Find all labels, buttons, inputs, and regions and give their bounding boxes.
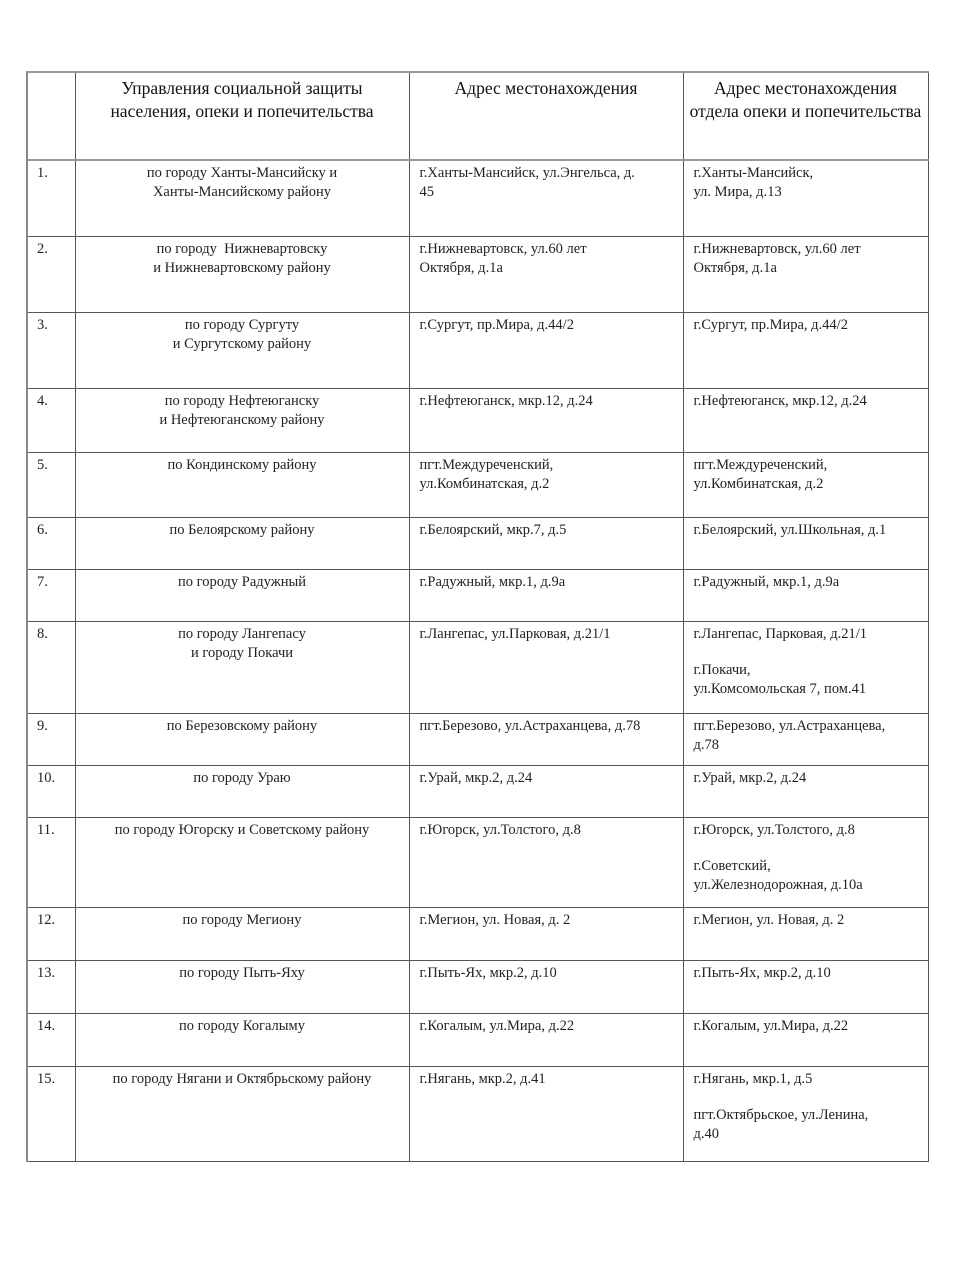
guardianship-address-line: Октября, д.1а (693, 259, 777, 276)
table-row (27, 713, 928, 765)
table-row (27, 388, 928, 452)
department-name-line: по городу Когалыму (179, 1017, 305, 1034)
department-name (75, 907, 409, 960)
department-name-line: по городу Ханты-Мансийску и (146, 165, 338, 181)
guardianship-address (683, 1013, 928, 1066)
office-address (409, 765, 683, 817)
office-address (409, 817, 683, 907)
row-number-text: 15. (37, 1070, 56, 1087)
department-name-line: по городу Югорску и Советскому району (114, 821, 370, 838)
row-number (27, 713, 75, 765)
department-name-line: Ханты-Мансийскому району (152, 184, 332, 200)
office-address (409, 517, 683, 569)
department-name-line: и городу Покачи (190, 644, 293, 661)
row-number (27, 621, 75, 713)
row-number (27, 1013, 75, 1066)
office-address-line: Октября, д.1а (419, 259, 503, 276)
guardianship-address-line: г.Урай, мкр.2, д.24 (693, 769, 807, 786)
office-address (409, 960, 683, 1013)
department-name-line: по городу Пыть-Яху (179, 964, 305, 981)
department-name (75, 452, 409, 517)
guardianship-address (683, 388, 928, 452)
office-address-line: г.Нижневартовск, ул.60 лет (419, 240, 587, 257)
paragraph-gap (694, 644, 922, 661)
table-row (27, 621, 928, 713)
office-address (409, 1013, 683, 1066)
office-address-line: г.Лангепас, ул.Парковая, д.21/1 (419, 625, 611, 642)
row-number-text: 6. (37, 521, 48, 538)
guardianship-address-line: г.Покачи, (693, 661, 751, 678)
guardianship-address (683, 1066, 928, 1161)
department-name-line: по городу Ураю (193, 769, 291, 786)
row-number-text: 4. (37, 392, 48, 409)
guardianship-address-line: д.40 (693, 1125, 720, 1142)
department-name (75, 160, 409, 236)
department-name-line: по Березовскому району (166, 717, 318, 734)
department-name (75, 713, 409, 765)
row-number-text: 10. (37, 769, 56, 786)
guardianship-address (683, 713, 928, 765)
office-address (409, 713, 683, 765)
department-name-line: по Кондинскому району (167, 456, 317, 473)
row-number-text: 1. (37, 165, 48, 181)
guardianship-address-line: пгт.Междуреченский, (693, 456, 828, 473)
guardianship-address-line: пгт.Октябрьское, ул.Ленина, (693, 1106, 869, 1123)
header-address: Адрес местонахождения (409, 72, 683, 160)
office-address-line: г.Мегион, ул. Новая, д. 2 (419, 911, 571, 928)
department-name (75, 312, 409, 388)
row-number (27, 907, 75, 960)
table-row (27, 765, 928, 817)
row-number-text: 2. (37, 240, 48, 257)
row-number (27, 388, 75, 452)
row-number (27, 236, 75, 312)
guardianship-address-line: ул.Комбинатская, д.2 (693, 475, 824, 492)
department-name (75, 765, 409, 817)
guardianship-address (683, 236, 928, 312)
guardianship-address-line: г.Радужный, мкр.1, д.9а (693, 573, 840, 590)
row-number (27, 1066, 75, 1161)
department-name-line: и Сургутскому району (172, 335, 312, 352)
row-number (27, 312, 75, 388)
office-address-line: г.Урай, мкр.2, д.24 (419, 769, 533, 786)
office-address-line: г.Нефтеюганск, мкр.12, д.24 (419, 392, 593, 409)
guardianship-address-line: ул.Комсомольская 7, пом.41 (693, 680, 867, 697)
department-name-line: по городу Нижневартовску (156, 240, 328, 257)
department-name (75, 621, 409, 713)
guardianship-address (683, 517, 928, 569)
table-row (27, 1066, 928, 1161)
office-address (409, 160, 683, 236)
department-name-line: и Нижневартовскому району (153, 259, 331, 276)
table-row (27, 1013, 928, 1066)
guardianship-address (683, 907, 928, 960)
guardianship-address-line: г.Нягань, мкр.1, д.5 (693, 1070, 813, 1087)
office-address (409, 907, 683, 960)
row-number (27, 569, 75, 621)
guardianship-address-line: д.78 (693, 736, 720, 753)
table-header-row (27, 72, 928, 160)
department-name (75, 1013, 409, 1066)
row-number (27, 765, 75, 817)
paragraph-gap (694, 1089, 922, 1106)
guardianship-address-line: ул. Мира, д.13 (693, 184, 782, 200)
table-body (27, 160, 928, 1161)
row-number (27, 452, 75, 517)
table-row (27, 907, 928, 960)
department-name-line: по Белоярскому району (169, 521, 315, 538)
header-number (27, 72, 75, 160)
office-address (409, 452, 683, 517)
table-row (27, 236, 928, 312)
department-name (75, 960, 409, 1013)
department-name (75, 517, 409, 569)
office-address-line: пгт.Междуреченский, (419, 456, 554, 473)
table-row (27, 517, 928, 569)
row-number-text: 14. (37, 1017, 56, 1034)
table-row (27, 817, 928, 907)
department-name-line: по городу Лангепасу (178, 625, 306, 642)
department-name (75, 817, 409, 907)
row-number-text: 3. (37, 316, 48, 333)
guardianship-address-line: г.Нижневартовск, ул.60 лет (693, 240, 861, 257)
guardianship-address-line: г.Пыть-Ях, мкр.2, д.10 (693, 964, 831, 981)
department-name-line: по городу Радужный (177, 573, 307, 590)
office-address (409, 312, 683, 388)
guardianship-address-line: г.Мегион, ул. Новая, д. 2 (693, 911, 845, 928)
table-row (27, 160, 928, 236)
paragraph-gap (694, 840, 922, 857)
guardianship-address-line: пгт.Березово, ул.Астраханцева, (693, 717, 886, 734)
guardianship-address-line: г.Советский, (693, 857, 771, 874)
row-number-text: 13. (37, 964, 56, 981)
table-row (27, 569, 928, 621)
guardianship-address (683, 817, 928, 907)
office-address-line: г.Белоярский, мкр.7, д.5 (419, 521, 567, 538)
guardianship-address-line: ул.Железнодорожная, д.10а (693, 876, 863, 893)
guardianship-address (683, 569, 928, 621)
department-name-line: по городу Нефтеюганску (164, 392, 320, 409)
row-number-text: 7. (37, 573, 48, 590)
office-address-line: ул.Комбинатская, д.2 (419, 475, 550, 492)
guardianship-address (683, 452, 928, 517)
department-name (75, 569, 409, 621)
guardianship-address (683, 765, 928, 817)
office-address-line: г.Сургут, пр.Мира, д.44/2 (419, 316, 574, 333)
guardianship-address-line: г.Белоярский, ул.Школьная, д.1 (693, 521, 887, 538)
social-protection-offices-table (26, 71, 929, 1162)
office-address (409, 621, 683, 713)
department-name-line: и Нефтеюганскому району (159, 411, 325, 428)
guardianship-address-line: г.Лангепас, Парковая, д.21/1 (693, 625, 868, 642)
office-address-line: пгт.Березово, ул.Астраханцева, д.78 (419, 717, 641, 734)
office-address-line: г.Радужный, мкр.1, д.9а (419, 573, 566, 590)
row-number-text: 9. (37, 717, 48, 734)
guardianship-address (683, 960, 928, 1013)
row-number (27, 960, 75, 1013)
row-number-text: 11. (37, 821, 55, 838)
office-address (409, 1066, 683, 1161)
table-row (27, 312, 928, 388)
guardianship-address-line: г.Когалым, ул.Мира, д.22 (693, 1017, 849, 1034)
office-address-line: г.Ханты-Мансийск, ул.Энгельса, д. (419, 165, 635, 181)
department-name (75, 1066, 409, 1161)
department-name-line: по городу Нягани и Октябрьскому району (112, 1070, 372, 1087)
guardianship-address-line: г.Ханты-Мансийск, (693, 165, 814, 181)
guardianship-address-line: г.Югорск, ул.Толстого, д.8 (693, 821, 855, 838)
guardianship-address-line: г.Нефтеюганск, мкр.12, д.24 (693, 392, 867, 409)
row-number (27, 817, 75, 907)
department-name-line: по городу Мегиону (182, 911, 302, 928)
row-number (27, 160, 75, 236)
office-address-line: г.Когалым, ул.Мира, д.22 (419, 1017, 575, 1034)
guardianship-address (683, 160, 928, 236)
department-name-line: по городу Сургуту (184, 316, 300, 333)
row-number-text: 12. (37, 911, 56, 928)
table-row (27, 452, 928, 517)
office-address (409, 569, 683, 621)
guardianship-address (683, 312, 928, 388)
office-address-line: г.Нягань, мкр.2, д.41 (419, 1070, 546, 1087)
table-row (27, 960, 928, 1013)
guardianship-address-line: г.Сургут, пр.Мира, д.44/2 (693, 316, 848, 333)
office-address (409, 236, 683, 312)
office-address-line: г.Пыть-Ях, мкр.2, д.10 (419, 964, 557, 981)
department-name (75, 388, 409, 452)
row-number-text: 5. (37, 456, 48, 473)
guardianship-address (683, 621, 928, 713)
row-number (27, 517, 75, 569)
header-department: Управления социальной защиты населения, опеки и попечительства (75, 72, 409, 160)
department-name (75, 236, 409, 312)
office-address-line: г.Югорск, ул.Толстого, д.8 (419, 821, 581, 838)
header-guardianship-address: Адрес местонахождения отдела опеки и попечительства (683, 72, 928, 160)
office-address (409, 388, 683, 452)
row-number-text: 8. (37, 625, 48, 642)
office-address-line: 45 (419, 184, 434, 200)
